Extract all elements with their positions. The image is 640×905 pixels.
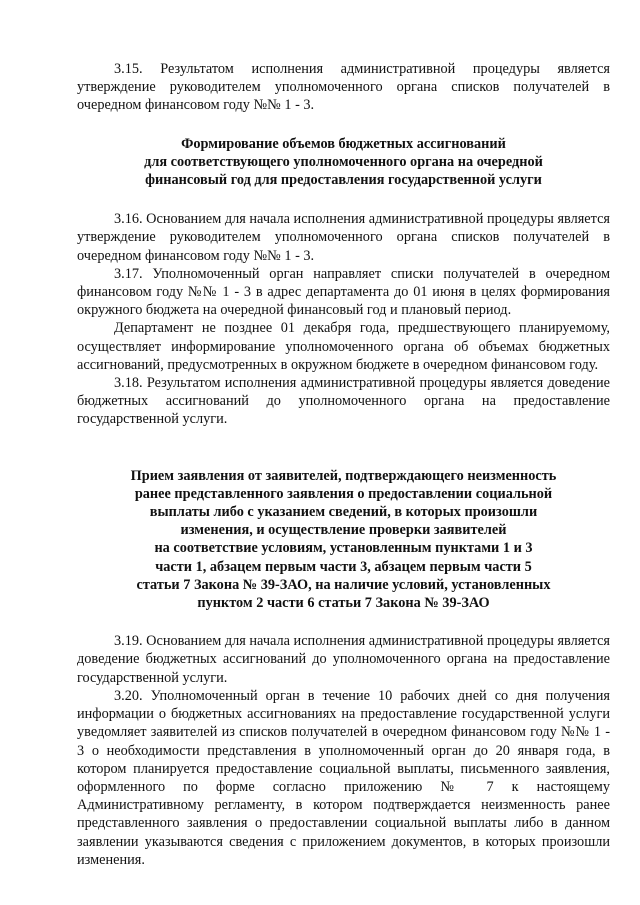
heading-line: ранее представленного заявления о предоставлении социальной xyxy=(134,485,553,502)
heading-line: для соответствующего уполномоченного органа на очередной xyxy=(144,153,543,170)
heading-line: пунктом 2 части 6 статьи 7 Закона № 39-ЗАО xyxy=(197,595,490,612)
paragraph-3-17: 3.17. Уполномоченный орган направляет списки получателей в очередном финансовом году №№ 1 - 3 в адрес департамента до 01 июня в целях формирования окружного бюджета на очередной финансовый год и плановый период. xyxy=(77,265,610,319)
paragraph-3-18: 3.18. Результатом исполнения административной процедуры является доведение бюджетных ассигнований до уполномоченного органа на предоставление государственной услуги. xyxy=(77,375,610,428)
heading-line: изменения, и осуществление проверки заявителей xyxy=(180,522,507,539)
heading-line: Прием заявления от заявителей, подтверждающего неизменность xyxy=(130,467,557,484)
heading-line: Формирование объемов бюджетных ассигнований xyxy=(181,135,506,152)
heading-line: финансовый год для предоставления государственной услуги xyxy=(145,172,542,189)
heading-line: выплаты либо с указанием сведений, в которых произошли xyxy=(149,504,538,521)
paragraph-3-20: 3.20. Уполномоченный орган в течение 10 рабочих дней со дня получения информации о бюджетных ассигнованиях на предоставление государственной услуги уведомляет заявителей из списков получателей в очередном финансовом году №№ 1 - 3 о необходимости представления в уполномоченный орган до 20 января года, в котором планируется предоставление социальной выплаты, письменного заявления, оформленного по форме согласно приложению № 7 к настоящему Административному регламенту, в котором подтверждается неизменность ранее представленного заявления о предоставлении социальной выплаты либо в данном заявлении указываются сведения с приложением документов, в которых произошли изменения. xyxy=(77,687,610,868)
paragraph-3-16: 3.16. Основанием для начала исполнения административной процедуры является утверждение руководителем уполномоченного органа списков получателей в очередном финансовом году №№ 1 - 3. xyxy=(77,211,610,264)
heading-line: на соответствие условиям, установленным пунктами 1 и 3 xyxy=(154,540,533,557)
paragraph-3-15: 3.15. Результатом исполнения административной процедуры является утверждение руководителем уполномоченного органа списков получателей в очередном финансовом году №№ 1 - 3. xyxy=(77,61,610,114)
paragraph-3-19: 3.19. Основанием для начала исполнения административной процедуры является доведение бюджетных ассигнований до уполномоченного органа на предоставление государственной услуги. xyxy=(77,633,610,686)
document-page xyxy=(77,60,610,869)
paragraph-3-17-department: Департамент не позднее 01 декабря года, предшествующего планируемому, осуществляет информирование уполномоченного органа об объемах бюджетных ассигнований, предусмотренных в окружном бюджете в очередном финансовом году. xyxy=(77,320,610,373)
heading-line: части 1, абзацем первым части 3, абзацем первым части 5 xyxy=(155,558,532,575)
section-heading-budget-allocations xyxy=(77,135,610,190)
heading-line: статьи 7 Закона № 39-ЗАО, на наличие условий, установленных xyxy=(136,576,551,593)
section-heading-application-intake xyxy=(77,467,610,613)
